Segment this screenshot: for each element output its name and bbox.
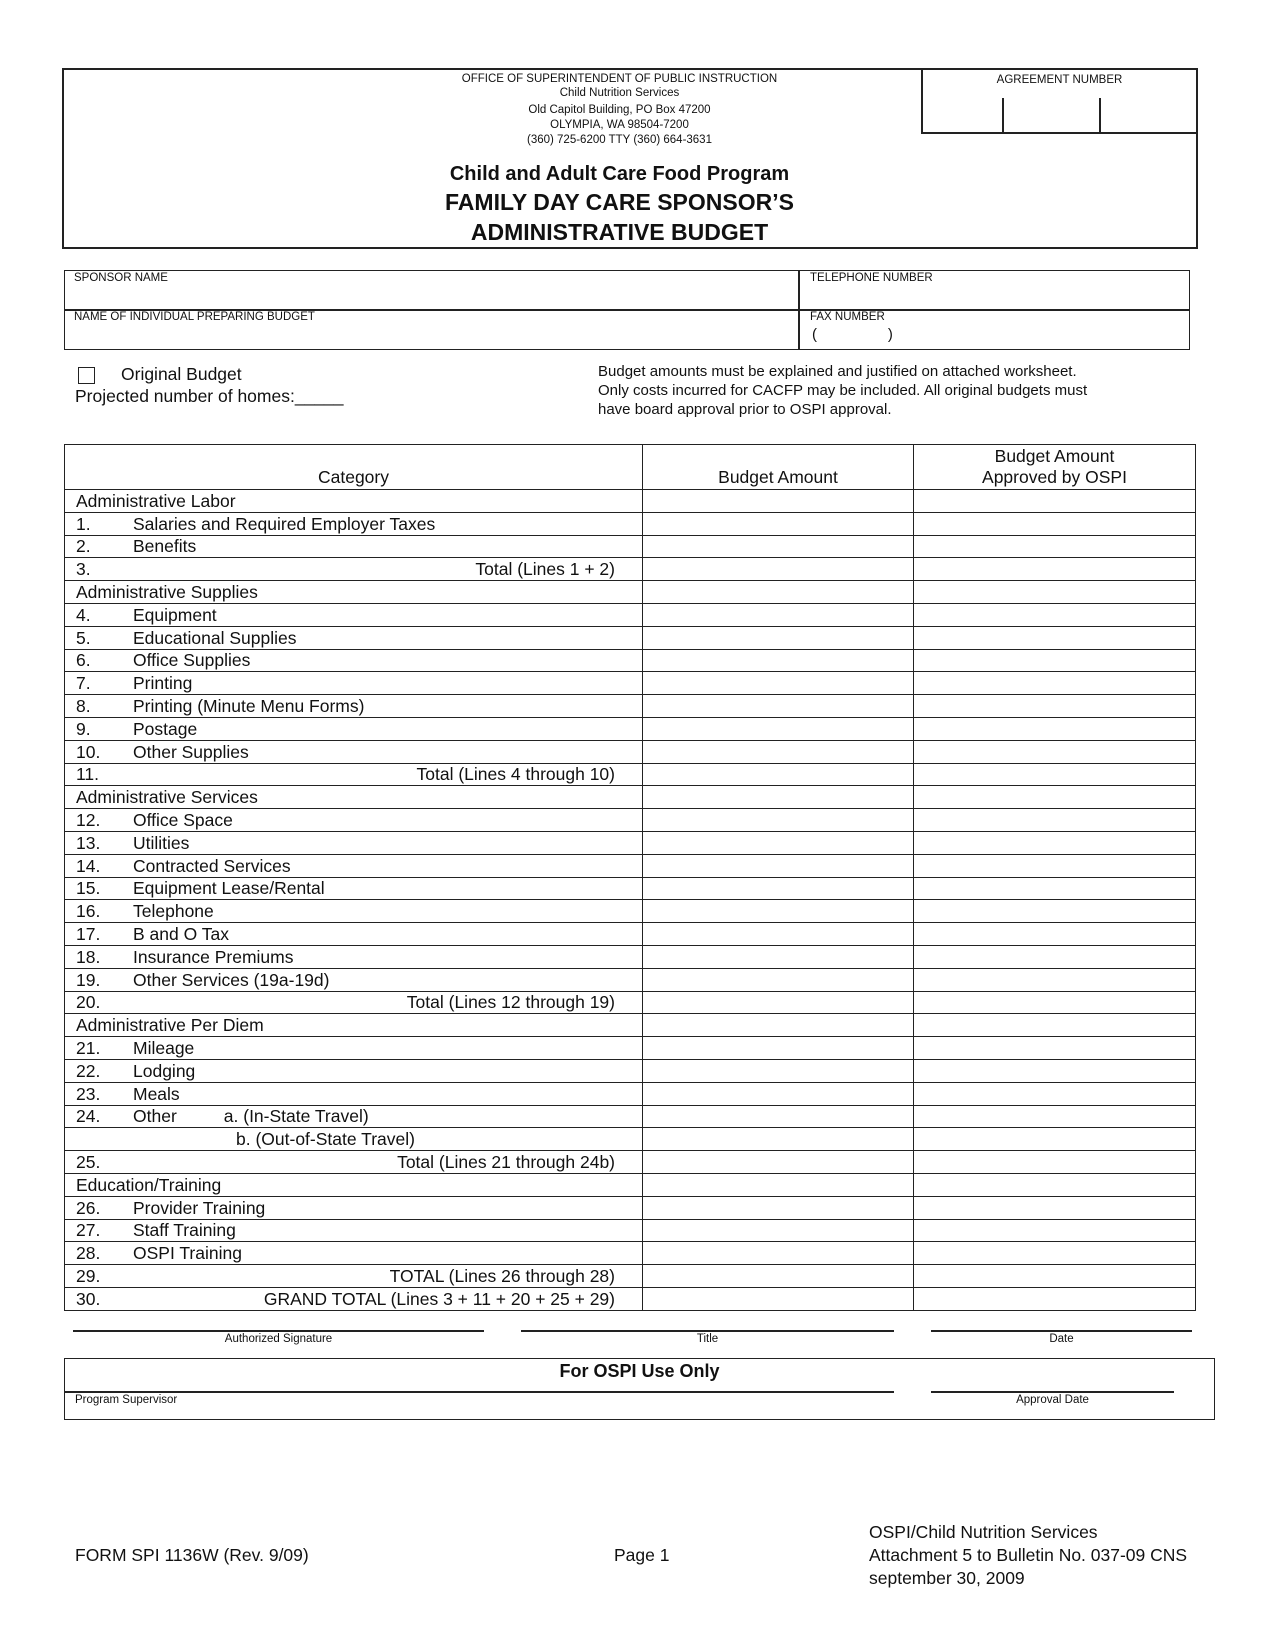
- approved-amount-cell[interactable]: [914, 877, 1196, 900]
- budget-amount-cell[interactable]: [643, 945, 914, 968]
- line-label: Insurance Premiums: [133, 946, 294, 967]
- budget-amount-cell[interactable]: [643, 1151, 914, 1174]
- budget-note-line-3: have board approval prior to OSPI approval.: [598, 401, 892, 418]
- budget-amount-cell[interactable]: [643, 717, 914, 740]
- section-heading: Administrative Labor: [76, 490, 236, 511]
- approved-amount-cell[interactable]: [914, 923, 1196, 946]
- title-signature-line[interactable]: [521, 1330, 894, 1332]
- table-row: [65, 968, 1196, 991]
- category-cell: [65, 535, 643, 558]
- approved-amount-cell[interactable]: [914, 490, 1196, 513]
- authorized-signature-line[interactable]: [73, 1330, 484, 1332]
- agreement-divider: [1099, 98, 1101, 134]
- budget-amount-cell[interactable]: [643, 512, 914, 535]
- budget-amount-cell[interactable]: [643, 649, 914, 672]
- table-row: [65, 695, 1196, 718]
- line-number: 28.: [76, 1243, 101, 1264]
- line-number: 27.: [76, 1220, 101, 1241]
- table-row: [65, 1014, 1196, 1037]
- budget-amount-cell[interactable]: [643, 535, 914, 558]
- approved-amount-cell[interactable]: [914, 603, 1196, 626]
- approved-amount-cell[interactable]: [914, 1242, 1196, 1265]
- line-number: 29.: [76, 1265, 101, 1286]
- line-label: Equipment: [133, 604, 217, 625]
- approved-amount-cell[interactable]: [914, 831, 1196, 854]
- line-number: 2.: [76, 536, 91, 557]
- table-row: [65, 740, 1196, 763]
- category-cell: [65, 1105, 643, 1128]
- budget-amount-cell[interactable]: [643, 626, 914, 649]
- line-label: Educational Supplies: [133, 627, 297, 648]
- budget-amount-cell[interactable]: [643, 1265, 914, 1288]
- phone-line: (360) 725-6200 TTY (360) 664-3631: [527, 134, 712, 146]
- category-cell: [65, 717, 643, 740]
- total-label: GRAND TOTAL (Lines 3 + 11 + 20 + 25 + 29): [263, 1288, 615, 1309]
- table-row: [65, 991, 1196, 1014]
- table-row: [65, 1128, 1196, 1151]
- approved-amount-cell[interactable]: [914, 945, 1196, 968]
- approved-amount-cell[interactable]: [914, 717, 1196, 740]
- category-cell: [65, 809, 643, 832]
- category-cell: [65, 581, 643, 604]
- column-header-approved-amount: Budget Amount Approved by OSPI: [914, 445, 1196, 490]
- budget-amount-cell[interactable]: [643, 672, 914, 695]
- category-cell: [65, 1173, 643, 1196]
- approved-amount-cell[interactable]: [914, 1196, 1196, 1219]
- table-row: [65, 1173, 1196, 1196]
- line-number: 5.: [76, 627, 91, 648]
- table-row: [65, 603, 1196, 626]
- budget-amount-cell[interactable]: [643, 854, 914, 877]
- budget-amount-cell[interactable]: [643, 1014, 914, 1037]
- telephone-label: TELEPHONE NUMBER: [810, 272, 933, 284]
- category-cell: [65, 854, 643, 877]
- program-supervisor-line[interactable]: [64, 1391, 894, 1393]
- preparer-name-field[interactable]: [64, 325, 798, 349]
- category-cell: [65, 740, 643, 763]
- table-row: [65, 512, 1196, 535]
- approved-amount-cell[interactable]: [914, 786, 1196, 809]
- category-cell: [65, 1128, 643, 1151]
- table-row: [65, 923, 1196, 946]
- line-number: 24.: [76, 1106, 101, 1127]
- table-row: [65, 1287, 1196, 1310]
- line-number: 8.: [76, 696, 91, 717]
- approved-amount-cell[interactable]: [914, 649, 1196, 672]
- line-label: B and O Tax: [133, 924, 229, 945]
- approved-amount-cell[interactable]: [914, 1105, 1196, 1128]
- table-row: [65, 672, 1196, 695]
- category-cell: [65, 923, 643, 946]
- footer-attachment: Attachment 5 to Bulletin No. 037-09 CNS: [869, 1545, 1188, 1565]
- table-row: [65, 1059, 1196, 1082]
- budget-amount-cell[interactable]: [643, 740, 914, 763]
- program-supervisor-label: Program Supervisor: [75, 1394, 178, 1406]
- budget-table-body: [65, 490, 1196, 1311]
- line-number: 18.: [76, 946, 101, 967]
- budget-amount-cell[interactable]: [643, 1173, 914, 1196]
- section-heading: Education/Training: [76, 1174, 222, 1195]
- category-cell: [65, 1219, 643, 1242]
- form-title-1: FAMILY DAY CARE SPONSOR’S: [445, 189, 794, 215]
- line-number: 21.: [76, 1038, 101, 1059]
- sponsor-name-label: SPONSOR NAME: [74, 272, 168, 284]
- line-label: Utilities: [133, 832, 190, 853]
- category-cell: [65, 603, 643, 626]
- category-cell: [65, 672, 643, 695]
- table-row: [65, 1105, 1196, 1128]
- table-row: [65, 1037, 1196, 1060]
- category-cell: [65, 1242, 643, 1265]
- line-number: 4.: [76, 604, 91, 625]
- line-number: 12.: [76, 810, 101, 831]
- line-number: 15.: [76, 878, 101, 899]
- section-heading: Administrative Per Diem: [76, 1015, 264, 1036]
- table-row: [65, 763, 1196, 786]
- agreement-number-box[interactable]: [921, 68, 1198, 134]
- form-title-2: ADMINISTRATIVE BUDGET: [470, 219, 769, 245]
- line-number: 20.: [76, 992, 101, 1013]
- budget-amount-cell[interactable]: [643, 1128, 914, 1151]
- budget-amount-cell[interactable]: [643, 1105, 914, 1128]
- approved-amount-cell[interactable]: [914, 1287, 1196, 1310]
- approved-amount-cell[interactable]: [914, 1128, 1196, 1151]
- category-cell: [65, 649, 643, 672]
- line-number: 25.: [76, 1152, 101, 1172]
- agency-name: OFFICE OF SUPERINTENDENT OF PUBLIC INSTRUCTION: [461, 73, 778, 85]
- approved-amount-cell[interactable]: [914, 1265, 1196, 1288]
- line-number: 13.: [76, 832, 101, 853]
- approved-amount-cell[interactable]: [914, 1151, 1196, 1174]
- category-cell: [65, 991, 643, 1014]
- category-cell: [65, 945, 643, 968]
- info-divider: [798, 270, 800, 350]
- approved-amount-cell[interactable]: [914, 558, 1196, 581]
- category-cell: [65, 1014, 643, 1037]
- table-row: [65, 1082, 1196, 1105]
- approved-amount-cell[interactable]: [914, 1219, 1196, 1242]
- line-label: Salaries and Required Employer Taxes: [133, 513, 436, 534]
- budget-amount-cell[interactable]: [643, 991, 914, 1014]
- category-cell: [65, 1037, 643, 1060]
- original-budget-checkbox[interactable]: [78, 367, 95, 384]
- category-cell: [65, 763, 643, 786]
- line-label: Lodging: [133, 1060, 196, 1081]
- budget-amount-cell[interactable]: [643, 786, 914, 809]
- sponsor-name-field[interactable]: [64, 286, 798, 308]
- table-row: [65, 1151, 1196, 1174]
- approved-amount-cell[interactable]: [914, 900, 1196, 923]
- table-row: [65, 1219, 1196, 1242]
- line-number: 7.: [76, 673, 91, 694]
- page-number: Page 1: [614, 1545, 670, 1565]
- table-row: [65, 535, 1196, 558]
- budget-amount-cell[interactable]: [643, 1082, 914, 1105]
- category-cell: [65, 1265, 643, 1288]
- table-row: [65, 786, 1196, 809]
- category-cell: [65, 900, 643, 923]
- approved-amount-cell[interactable]: [914, 695, 1196, 718]
- budget-amount-cell[interactable]: [643, 1219, 914, 1242]
- projected-homes-label[interactable]: Projected number of homes:_____: [75, 386, 344, 406]
- budget-amount-cell[interactable]: [643, 695, 914, 718]
- line-label: Meals: [133, 1083, 180, 1104]
- budget-amount-cell[interactable]: [643, 831, 914, 854]
- budget-amount-cell[interactable]: [643, 763, 914, 786]
- line-label: OSPI Training: [133, 1243, 242, 1264]
- line-label: Equipment Lease/Rental: [133, 878, 325, 899]
- section-heading: Administrative Services: [76, 787, 258, 808]
- line-number: 19.: [76, 969, 101, 990]
- line-label: Staff Training: [133, 1220, 236, 1241]
- category-cell: [65, 1151, 643, 1174]
- line-label: Benefits: [133, 536, 197, 557]
- table-row: [65, 809, 1196, 832]
- line-label: Other Services (19a-19d): [133, 969, 330, 990]
- approved-amount-cell[interactable]: [914, 809, 1196, 832]
- budget-amount-cell[interactable]: [643, 1059, 914, 1082]
- category-cell: [65, 512, 643, 535]
- approved-amount-cell[interactable]: [914, 1173, 1196, 1196]
- budget-amount-cell[interactable]: [643, 968, 914, 991]
- line-number: 10.: [76, 741, 101, 762]
- line-label: Mileage: [133, 1038, 195, 1059]
- line-number: 3.: [76, 559, 91, 580]
- approved-amount-cell[interactable]: [914, 512, 1196, 535]
- column-header-budget-amount: Budget Amount: [643, 445, 914, 490]
- approved-amount-cell[interactable]: [914, 626, 1196, 649]
- original-budget-label: Original Budget: [121, 364, 242, 384]
- agreement-number-label: AGREEMENT NUMBER: [996, 74, 1123, 86]
- table-row: [65, 1265, 1196, 1288]
- approved-amount-cell[interactable]: [914, 991, 1196, 1014]
- category-cell: [65, 695, 643, 718]
- table-row: [65, 831, 1196, 854]
- table-row: [65, 945, 1196, 968]
- line-label: Office Supplies: [133, 650, 251, 671]
- table-row: [65, 1242, 1196, 1265]
- agreement-divider: [1002, 98, 1004, 134]
- approved-amount-cell[interactable]: [914, 763, 1196, 786]
- budget-amount-cell[interactable]: [643, 1242, 914, 1265]
- line-number: 26.: [76, 1197, 101, 1218]
- category-cell: [65, 490, 643, 513]
- line-number: 14.: [76, 855, 101, 876]
- authorized-signature-label: Authorized Signature: [224, 1333, 333, 1345]
- ospi-use-only-title: For OSPI Use Only: [559, 1361, 720, 1381]
- category-cell: [65, 558, 643, 581]
- line-number: 30.: [76, 1288, 101, 1309]
- approval-date-label: Approval Date: [1016, 1394, 1089, 1406]
- category-cell: [65, 968, 643, 991]
- category-cell: [65, 1082, 643, 1105]
- date-signature-line[interactable]: [931, 1330, 1192, 1332]
- telephone-field[interactable]: [800, 286, 1188, 308]
- line-number: 16.: [76, 901, 101, 922]
- table-row: [65, 1196, 1196, 1219]
- budget-table: [64, 444, 1196, 1311]
- budget-amount-cell[interactable]: [643, 581, 914, 604]
- total-label: Total (Lines 1 + 2): [475, 559, 615, 580]
- footer-org: OSPI/Child Nutrition Services: [869, 1522, 1098, 1542]
- column-header-category: Category: [65, 445, 643, 490]
- address-line-1: Old Capitol Building, PO Box 47200: [528, 104, 711, 116]
- line-label: Office Space: [133, 810, 233, 831]
- fax-label: FAX NUMBER: [810, 311, 885, 323]
- budget-amount-cell[interactable]: [643, 809, 914, 832]
- table-row: [65, 854, 1196, 877]
- line-number: 11.: [76, 764, 100, 785]
- budget-amount-cell[interactable]: [643, 490, 914, 513]
- address-line-2: OLYMPIA, WA 98504-7200: [550, 119, 689, 131]
- budget-amount-cell[interactable]: [643, 923, 914, 946]
- approved-amount-cell[interactable]: [914, 535, 1196, 558]
- total-label: TOTAL (Lines 26 through 28): [389, 1265, 615, 1286]
- table-row: [65, 490, 1196, 513]
- preparer-name-label: NAME OF INDIVIDUAL PREPARING BUDGET: [74, 311, 315, 323]
- category-cell: [65, 626, 643, 649]
- table-header-row: [65, 445, 1196, 490]
- total-label: Total (Lines 12 through 19): [406, 992, 615, 1013]
- table-row: [65, 900, 1196, 923]
- line-label: Telephone: [133, 901, 214, 922]
- budget-amount-cell[interactable]: [643, 900, 914, 923]
- approved-amount-cell[interactable]: [914, 1082, 1196, 1105]
- line-label: Printing: [133, 673, 193, 694]
- approved-amount-cell[interactable]: [914, 1037, 1196, 1060]
- section-heading: Administrative Supplies: [76, 582, 258, 603]
- line-label: Printing (Minute Menu Forms): [133, 696, 365, 717]
- budget-amount-cell[interactable]: [643, 603, 914, 626]
- table-row: [65, 581, 1196, 604]
- line-number: 9.: [76, 718, 91, 739]
- budget-amount-cell[interactable]: [643, 1287, 914, 1310]
- fax-field[interactable]: ( ): [812, 326, 893, 343]
- approved-amount-cell[interactable]: [914, 968, 1196, 991]
- total-label: Total (Lines 4 through 10): [416, 764, 615, 785]
- sub-line-label: a. (In-State Travel): [223, 1106, 369, 1127]
- division-name: Child Nutrition Services: [559, 87, 680, 99]
- category-cell: [65, 1196, 643, 1219]
- title-signature-label: Title: [696, 1333, 719, 1345]
- form-number: FORM SPI 1136W (Rev. 9/09): [75, 1545, 309, 1565]
- budget-amount-cell[interactable]: [643, 877, 914, 900]
- line-number: 6.: [76, 650, 91, 671]
- budget-amount-cell[interactable]: [643, 1196, 914, 1219]
- category-cell: [65, 1059, 643, 1082]
- category-cell: [65, 786, 643, 809]
- line-label: Provider Training: [133, 1197, 266, 1218]
- total-label: Total (Lines 21 through 24b): [397, 1152, 615, 1172]
- program-name: Child and Adult Care Food Program: [449, 163, 790, 185]
- budget-note-line-2: Only costs incurred for CACFP may be included. All original budgets must: [598, 382, 1088, 399]
- approved-amount-cell[interactable]: [914, 1059, 1196, 1082]
- table-row: [65, 877, 1196, 900]
- category-cell: [65, 831, 643, 854]
- table-row: [65, 626, 1196, 649]
- table-row: [65, 717, 1196, 740]
- budget-amount-cell[interactable]: [643, 1037, 914, 1060]
- budget-amount-cell[interactable]: [643, 558, 914, 581]
- budget-note-line-1: Budget amounts must be explained and justified on attached worksheet.: [598, 363, 1077, 380]
- line-number: 23.: [76, 1083, 101, 1104]
- line-number: 17.: [76, 924, 101, 945]
- approved-amount-cell[interactable]: [914, 581, 1196, 604]
- line-label: Postage: [133, 718, 198, 739]
- line-label: Contracted Services: [133, 855, 291, 876]
- line-label: Other: [133, 1106, 177, 1127]
- line-number: 1.: [76, 513, 91, 534]
- approved-amount-cell[interactable]: [914, 672, 1196, 695]
- category-cell: [65, 1287, 643, 1310]
- sub-line-label: b. (Out-of-State Travel): [236, 1129, 415, 1150]
- table-row: [65, 558, 1196, 581]
- approved-amount-cell[interactable]: [914, 854, 1196, 877]
- date-signature-label: Date: [1049, 1333, 1074, 1345]
- approved-amount-cell[interactable]: [914, 1014, 1196, 1037]
- line-label: Other Supplies: [133, 741, 249, 762]
- approval-date-line[interactable]: [931, 1391, 1174, 1393]
- category-cell: [65, 877, 643, 900]
- table-row: [65, 649, 1196, 672]
- approved-amount-cell[interactable]: [914, 740, 1196, 763]
- line-number: 22.: [76, 1060, 101, 1081]
- footer-date: september 30, 2009: [869, 1568, 1025, 1588]
